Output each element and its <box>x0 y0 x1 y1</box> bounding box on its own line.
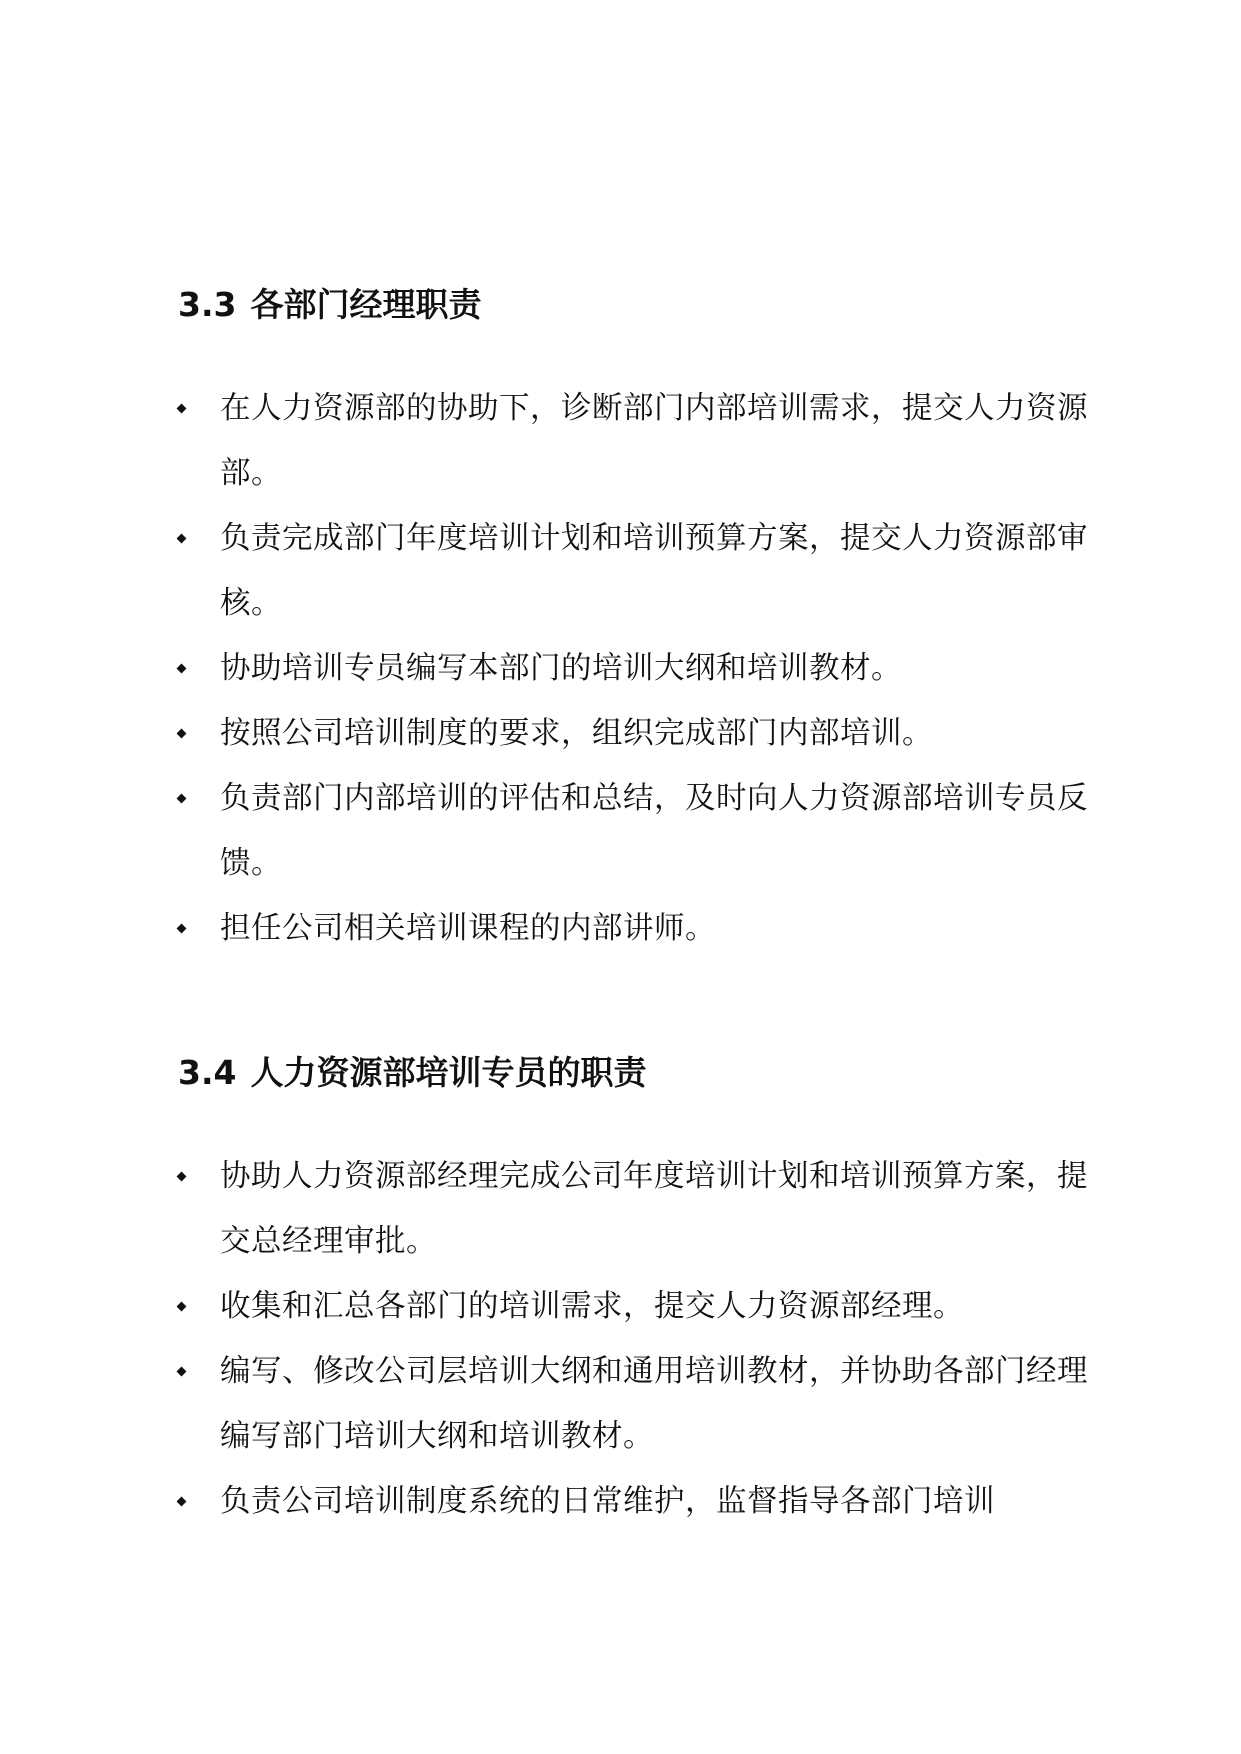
list-item-text: 负责完成部门年度培训计划和培训预算方案，提交人力资源部审核。 <box>220 521 1088 621</box>
diamond-bullet-icon <box>177 924 187 934</box>
diamond-bullet-icon <box>177 1367 187 1377</box>
list-item-text: 收集和汇总各部门的培训需求，提交人力资源部经理。 <box>220 1289 964 1324</box>
list-item <box>178 896 1090 961</box>
list-item <box>178 376 1090 506</box>
list-item <box>178 1144 1090 1274</box>
list-item-text: 编写、修改公司层培训大纲和通用培训教材，并协助各部门经理编写部门培训大纲和培训教材。 <box>220 1354 1088 1454</box>
diamond-bullet-icon <box>177 664 187 674</box>
section-3-4 <box>178 1048 1088 1534</box>
section-number: 3.4 <box>178 1053 237 1092</box>
list-item-text: 在人力资源部的协助下，诊断部门内部培训需求，提交人力资源部。 <box>220 391 1088 491</box>
diamond-bullet-icon <box>177 794 187 804</box>
list-item-text: 协助人力资源部经理完成公司年度培训计划和培训预算方案，提交总经理审批。 <box>220 1159 1088 1259</box>
diamond-bullet-icon <box>177 1302 187 1312</box>
diamond-bullet-icon <box>177 534 187 544</box>
list-item-text: 负责部门内部培训的评估和总结，及时向人力资源部培训专员反馈。 <box>220 781 1088 881</box>
list-item-text: 按照公司培训制度的要求，组织完成部门内部培训。 <box>220 716 933 751</box>
list-item <box>178 701 1090 766</box>
list-item-text: 负责公司培训制度系统的日常维护，监督指导各部门培训 <box>220 1484 995 1519</box>
section-title: 各部门经理职责 <box>250 285 482 324</box>
diamond-bullet-icon <box>177 729 187 739</box>
diamond-bullet-icon <box>177 404 187 414</box>
section-number: 3.3 <box>178 285 237 324</box>
section-title: 人力资源部培训专员的职责 <box>250 1053 647 1092</box>
responsibility-list <box>178 1144 1088 1534</box>
list-item <box>178 1469 1090 1534</box>
section-3-3 <box>178 280 1088 961</box>
list-item-text: 担任公司相关培训课程的内部讲师。 <box>220 911 716 946</box>
list-item <box>178 636 1090 701</box>
section-heading <box>178 280 1078 330</box>
list-item <box>178 766 1090 896</box>
list-item-text: 协助培训专员编写本部门的培训大纲和培训教材。 <box>220 651 902 686</box>
list-item <box>178 1274 1090 1339</box>
list-item <box>178 506 1090 636</box>
diamond-bullet-icon <box>177 1172 187 1182</box>
diamond-bullet-icon <box>177 1497 187 1507</box>
list-item <box>178 1339 1090 1469</box>
responsibility-list <box>178 376 1088 961</box>
section-heading <box>178 1048 1078 1098</box>
